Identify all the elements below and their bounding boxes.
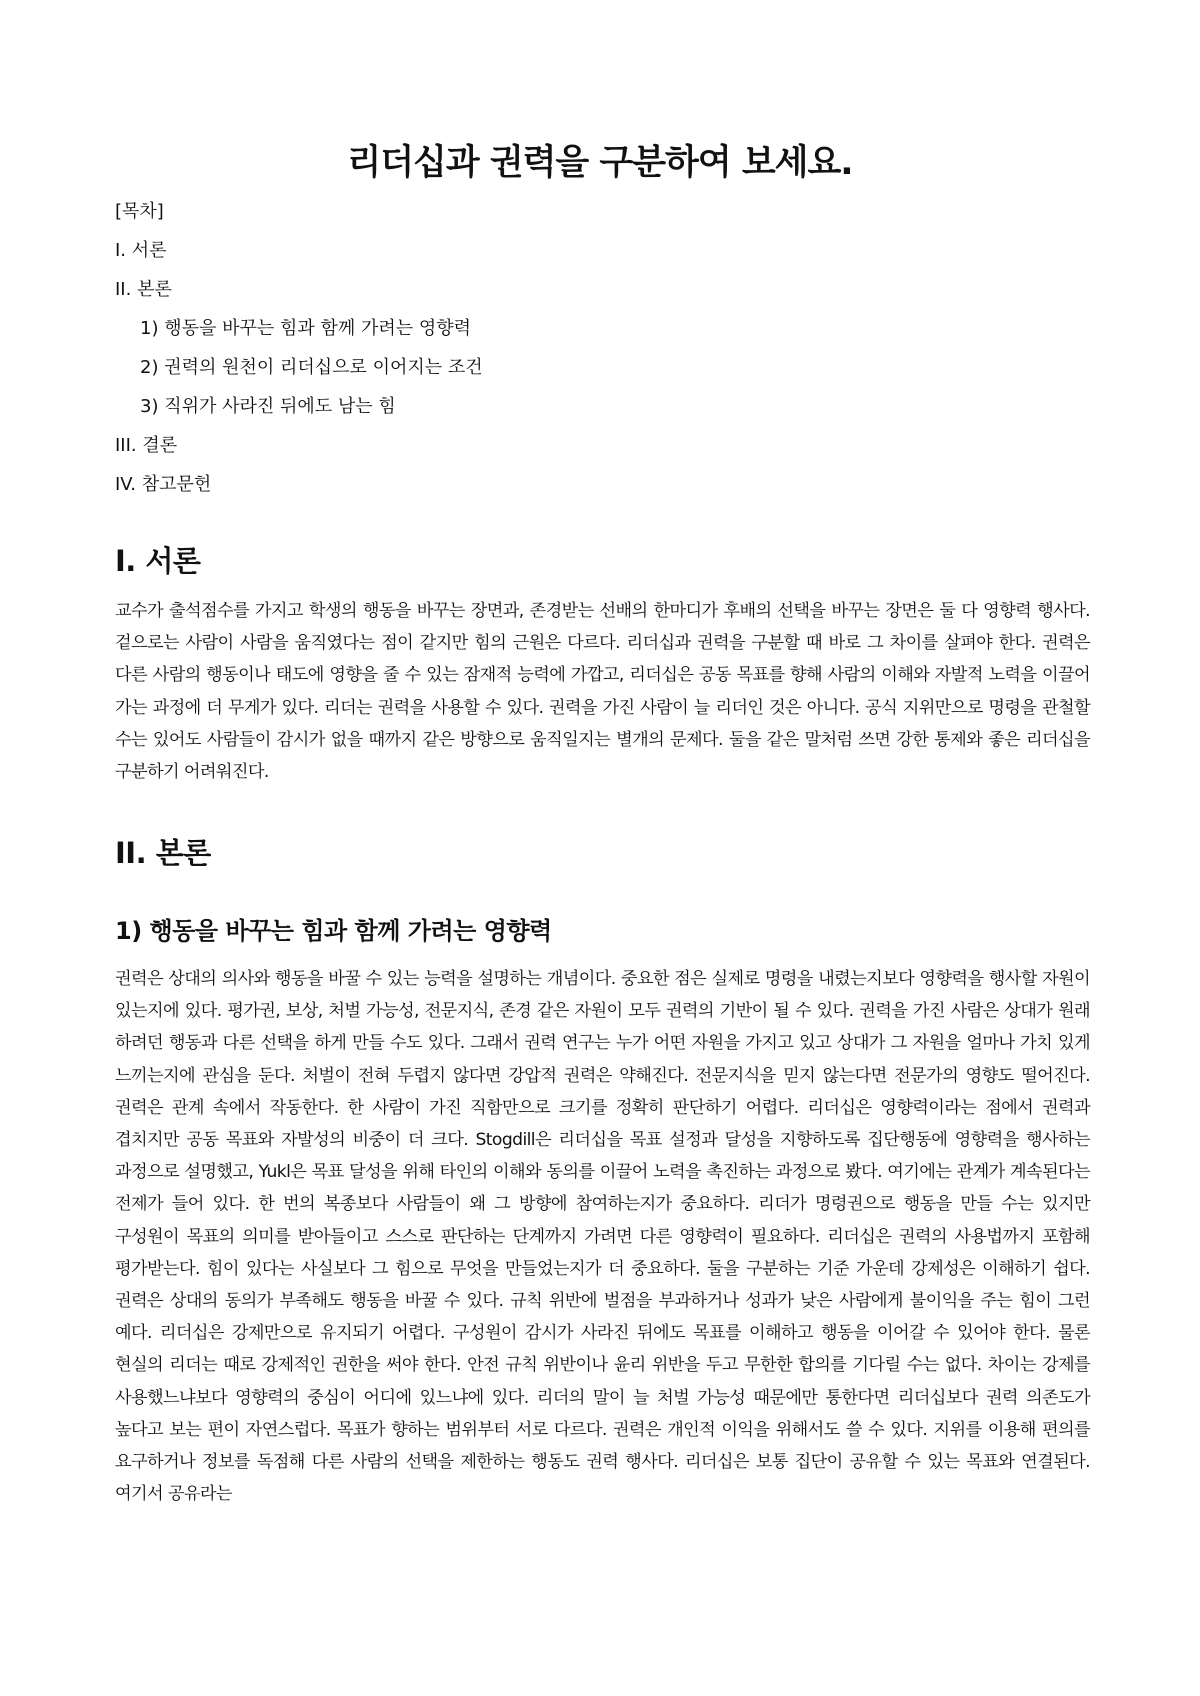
subsection-1-paragraph: 권력은 상대의 의사와 행동을 바꿀 수 있는 능력을 설명하는 개념이다. 중요한 점은 실제로 명령을 내렸는지보다 영향력을 행사할 자원이 있는지에 있다. 평가권, 보상, 처벌 가능성, 전문지식, 존경 같은 자원이 모두 권력의 기반이 될 수 있다. 권력을 가진 사람은 상대가 원래 하려던 행동과 다른 선택을 하게 만들 수도 있다. 그래서 권력 연구는 누가 어떤 자원을 가지고 있고 상대가 그 자원을 얼마나 가치 있게 느끼는지에 관심을 둔다. 처벌이 전혀 두렵지 않다면 강압적 권력은 약해진다. 전문지식을 믿지 않는다면 전문가의 영향도 떨어진다. 권력은 관계 속에서 작동한다. 한 사람이 가진 직함만으로 크기를 정확히 판단하기 어렵다. 리더십은 영향력이라는 점에서 권력과 겹치지만 공동 목표와 자발성의 비중이 더 크다. Stogdill은 리더십을 목표 설정과 달성을 지향하도록 집단행동에 영향력을 행사하는 과정으로 설명했고, Yukl은 목표 달성을 위해 타인의 이해와 동의를 이끌어 노력을 촉진하는 과정으로 봤다. 여기에는 관계가 계속된다는 전제가 들어 있다. 한 번의 복종보다 사람들이 왜 그 방향에 참여하는지가 중요하다. 리더가 명령권으로 행동을 만들 수는 있지만 구성원이 목표의 의미를 받아들이고 스스로 판단하는 단계까지 가려면 다른 영향력이 필요하다. 리더십은 권력의 사용법까지 포함해 평가받는다. 힘이 있다는 사실보다 그 힘으로 무엇을 만들었는지가 더 중요하다. 둘을 구분하는 기준 가운데 강제성은 이해하기 쉽다. 권력은 상대의 동의가 부족해도 행동을 바꿀 수 있다. 규칙 위반에 벌점을 부과하거나 성과가 낮은 사람에게 불이익을 주는 힘이 그런 예다. 리더십은 강제만으로 유지되기 어렵다. 구성원이 감시가 사라진 뒤에도 목표를 이해하고 행동을 이어갈 수 있어야 한다. 물론 현실의 리더는 때로 강제적인 권한을 써야 한다. 안전 규칙 위반이나 윤리 위반을 두고 무한한 합의를 기다릴 수는 없다. 차이는 강제를 사용했느냐보다 영향력의 중심이 어디에 있느냐에 있다. 리더의 말이 늘 처벌 가능성 때문에만 통한다면 리더십보다 권력 의존도가 높다고 보는 편이 자연스럽다. 목표가 향하는 범위부터 서로 다르다. 권력은 개인적 이익을 위해서도 쓸 수 있다. 지위를 이용해 편의를 요구하거나 정보를 독점해 다른 사람의 선택을 제한하는 행동도 권력 행사다. 리더십은 보통 집단이 공유할 수 있는 목표와 연결된다. 여기서 공유라는 [115, 969, 1091, 1505]
toc-item-intro: I. 서론 [115, 240, 167, 261]
toc-item-body-2: 2) 권력의 원천이 리더십으로 이어지는 조건 [140, 357, 483, 378]
subsection-heading-1: 1) 행동을 바꾸는 힘과 함께 가려는 영향력 [115, 917, 552, 945]
toc-item-body-3: 3) 직위가 사라진 뒤에도 남는 힘 [140, 396, 396, 417]
toc-item-references: IV. 참고문헌 [115, 474, 212, 495]
toc-item-body-1: 1) 행동을 바꾸는 힘과 함께 가려는 영향력 [140, 318, 472, 339]
table-of-contents [115, 192, 483, 504]
document-title: 리더십과 권력을 구분하여 보세요. [347, 143, 853, 184]
toc-item-body: II. 본론 [115, 279, 172, 300]
toc-item-conclusion: III. 결론 [115, 435, 178, 456]
section-heading-body: II. 본론 [115, 836, 211, 870]
section-heading-intro: I. 서론 [115, 544, 201, 578]
intro-paragraph: 교수가 출석점수를 가지고 학생의 행동을 바꾸는 장면과, 존경받는 선배의 한마디가 후배의 선택을 바꾸는 장면은 둘 다 영향력 행사다. 겉으로는 사람이 사람을 움직였다는 점이 같지만 힘의 근원은 다르다. 리더십과 권력을 구분할 때 바로 그 차이를 살펴야 한다. 권력은 다른 사람의 행동이나 태도에 영향을 줄 수 있는 잠재적 능력에 가깝고, 리더십은 공동 목표를 향해 사람의 이해와 자발적 노력을 이끌어 가는 과정에 더 무게가 있다. 리더는 권력을 사용할 수 있다. 권력을 가진 사람이 늘 리더인 것은 아니다. 공식 지위만으로 명령을 관철할 수는 있어도 사람들이 감시가 없을 때까지 같은 방향으로 움직일지는 별개의 문제다. 둘을 같은 말처럼 쓰면 강한 통제와 좋은 리더십을 구분하기 어려워진다. [115, 601, 1090, 783]
toc-header: [목차] [115, 201, 164, 222]
